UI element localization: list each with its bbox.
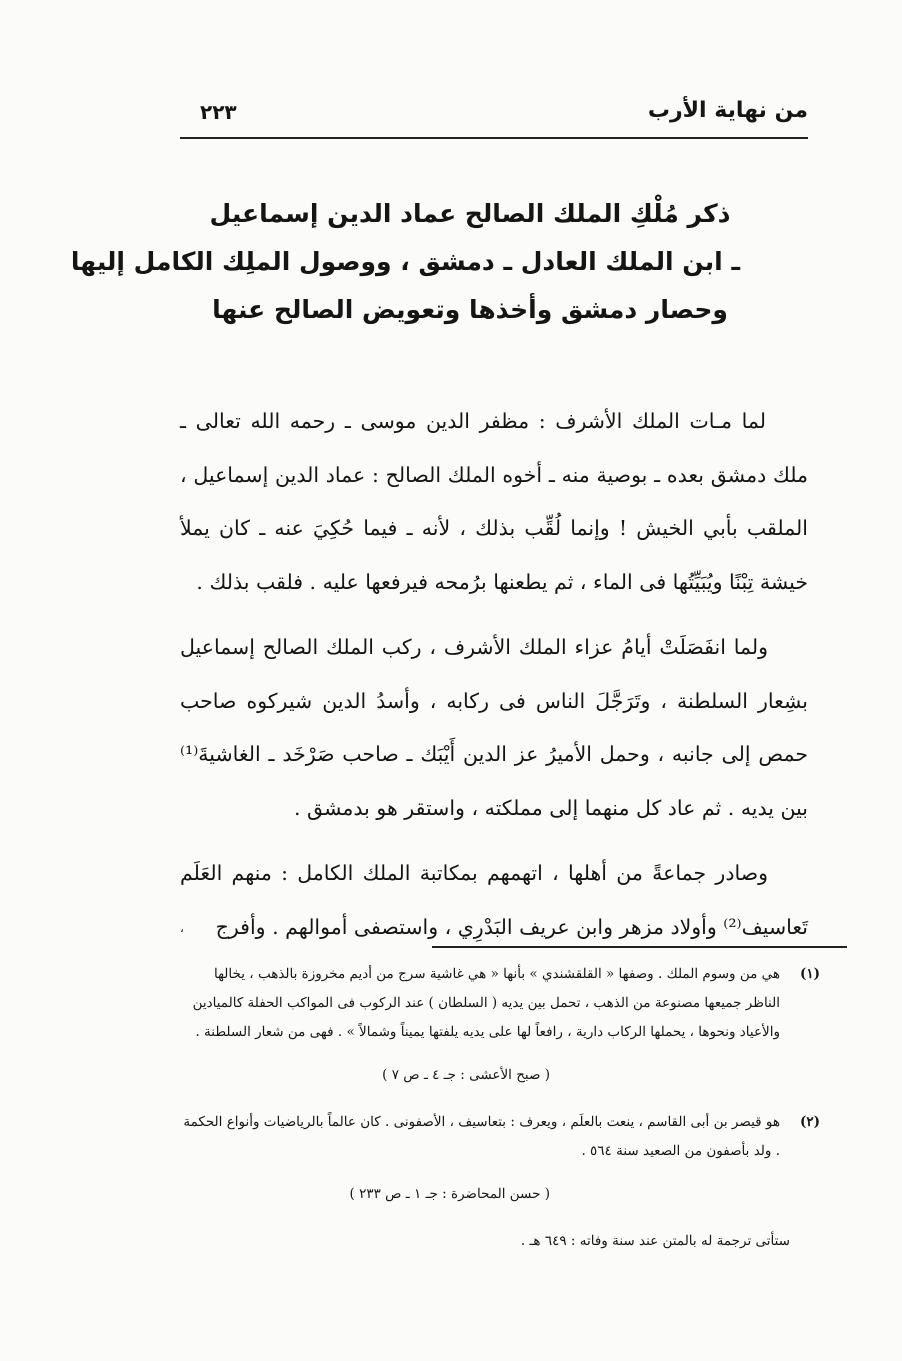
section-title (70, 190, 740, 334)
section-title-line: ذكر مُلْكِ الملك الصالح عماد الدين إسماعيل (209, 199, 731, 228)
running-title: من نهاية الأرب (647, 98, 808, 123)
body-paragraph: ولما انفَصَلَتْ أيامُ عزاء الملك الأشرف ، ركب الملك الصالح إسماعيل بشِعار السلطنة ، وتَرَجَّلَ الناس فى ركابه ، وأسدُ الدين شيركوه صاحب حمص إلى جانبه ، وحمل الأميرُ عز الدين أَيْبَك ـ صاحب صَرْخَد ـ الغاشيةَ⁽¹⁾ بين يديه . ثم عاد كل منهما إلى مملكته ، واستقر هو بدمشق . (180, 635, 808, 820)
body-paragraph: وصادر جماعةً من أهلها ، اتهمهم بمكاتبة الملك الكامل : منهم العَلَم تَعاسيف⁽²⁾ وأولاد مزهر وابن عريف البَدْرِي ، واستصفى أموالهم . وأفرج (180, 861, 808, 939)
footnote-source: ( صبح الأعشى : جـ ٤ ـ ص ٧ ) (382, 1067, 550, 1083)
page-number: ٢٢٣ (200, 100, 237, 124)
body-paragraph: لما مـات الملك الأشرف : مظفر الدين موسى ـ رحمه الله تعالى ـ ملك دمشق بعده ـ بوصية منه ـ أخوه الملك الصالح : عماد الدين إسماعيل ، الملقب بأبي الخيش ! وإنما لُقِّب بذلك ، لأنه ـ فيما حُكِيَ عنه ـ كان يملأ خيشة تِبْنًا ويُبَيِّتُها فى الماء ، ثم يطعنها برُمحه فيرفعها عليه . فلقب بذلك . (180, 409, 808, 594)
footnote (180, 960, 820, 1047)
footnote-extra: ستأتى ترجمة له بالمتن عند سنة وفاته : ٦٤٩ هـ . (520, 1233, 790, 1249)
footnote-source: ( حسن المحاضرة : جـ ١ ـ ص ٢٣٣ ) (349, 1186, 550, 1202)
section-title-line: ـ ابن الملك العادل ـ دمشق ، ووصول الملِك الكامل إليها (70, 247, 740, 276)
section-title-line: وحصار دمشق وأخذها وتعويض الصالح عنها (212, 295, 728, 324)
header-rule (180, 137, 808, 139)
footnote (180, 1108, 820, 1166)
footnote-number: (٢) (799, 1114, 820, 1130)
footnote-text: هو قيصر بن أبى القاسم ، ينعت بالعلَم ، ويعرف : بتعاسيف ، الأصفونى . كان عالماً بالرياضيات وأنواع الحكمة . ولد بأصفون من الصعيد سنة ٥٦٤ . (183, 1114, 780, 1159)
page-header (180, 98, 808, 138)
footnote-text: هي من وسوم الملك . وصفها « القلقشندي » بأنها « هي غاشية سرج من أديم مخروزة بالذهب ، يخالها الناظر جميعها مصنوعة من الذهب ، تحمل بين يديه ( السلطان ) عند الركوب فى المواكب الحفلة كالميادين والأعياد ونحوها ، يحملها الركاب دارية ، رافعاً لها على يديه يلفتها يميناً وشمالاً » . فهى من شعار السلطنة . (192, 966, 780, 1040)
footnotes (180, 960, 820, 1256)
body-text (180, 395, 808, 966)
stray-mark: ، (180, 921, 184, 935)
footnote-rule (432, 946, 847, 948)
footnote-number: (١) (799, 966, 820, 982)
